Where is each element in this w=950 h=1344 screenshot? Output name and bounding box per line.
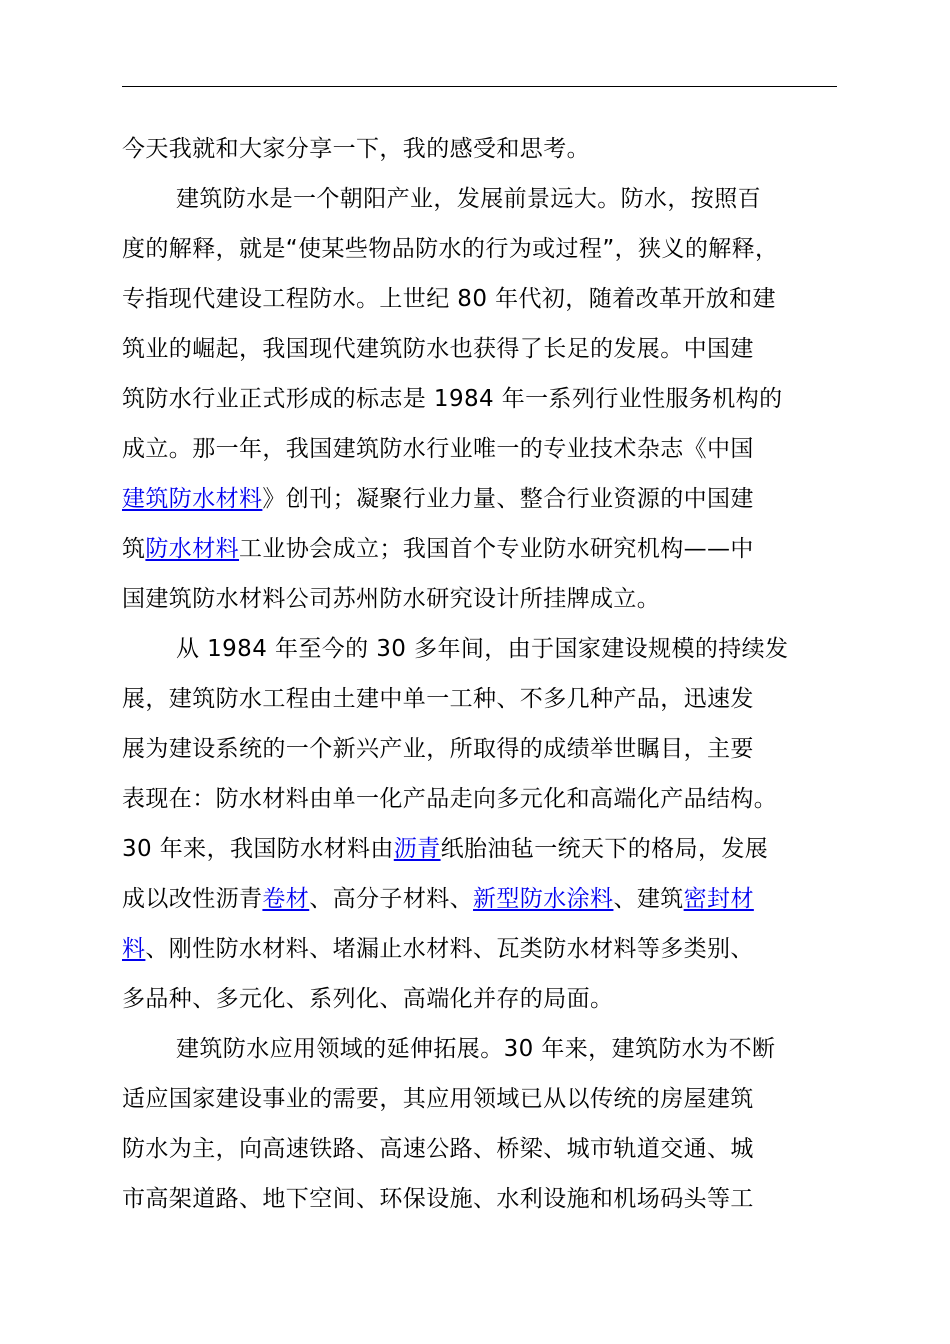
link-mifeng-cailiao-cont[interactable]: 料 [122, 936, 146, 962]
text-fragment: 工业协会成立；我国首个专业防水研究机构——中 [239, 536, 754, 562]
document-body [122, 124, 842, 1224]
text-line [122, 824, 842, 874]
text-line: 筑业的崛起，我国现代建筑防水也获得了长足的发展。中国建 [122, 336, 754, 362]
text-line [122, 924, 842, 974]
text-fragment: 纸胎油毡一统天下的格局，发展 [440, 836, 769, 862]
text-line: 今天我就和大家分享一下，我的感受和思考。 [122, 136, 590, 162]
text-fragment: 、建筑 [613, 886, 684, 912]
text-line [122, 474, 842, 524]
link-juancai[interactable]: 卷材 [262, 886, 310, 912]
text-line: 建筑防水是一个朝阳产业，发展前景远大。防水，按照百 [176, 186, 761, 212]
link-liqing[interactable]: 沥青 [393, 836, 441, 862]
text-line: 度的解释，就是“使某些物品防水的行为或过程”，狭义的解释， [122, 236, 779, 262]
text-fragment: 、高分子材料、 [309, 886, 474, 912]
text-line: 市高架道路、地下空间、环保设施、水利设施和机场码头等工 [122, 1186, 754, 1212]
text-fragment: 成以改性沥青 [122, 886, 263, 912]
text-fragment: 30 年来，我国防水材料由 [122, 836, 394, 862]
link-mifeng-cailiao[interactable]: 密封材 [683, 886, 754, 912]
text-line: 展，建筑防水工程由土建中单一工种、不多几种产品，迅速发 [122, 686, 754, 712]
text-fragment: 、刚性防水材料、堵漏止水材料、瓦类防水材料等多类别、 [145, 936, 754, 962]
link-xinxing-fangshui-tuliao[interactable]: 新型防水涂料 [473, 886, 614, 912]
text-line: 适应国家建设事业的需要，其应用领域已从以传统的房屋建筑 [122, 1086, 754, 1112]
text-line: 成立。那一年，我国建筑防水行业唯一的专业技术杂志《中国 [122, 436, 754, 462]
text-line: 国建筑防水材料公司苏州防水研究设计所挂牌成立。 [122, 586, 661, 612]
text-line: 专指现代建设工程防水。上世纪 80 年代初，随着改革开放和建 [122, 286, 776, 312]
text-line: 从 1984 年至今的 30 多年间，由于国家建设规模的持续发 [176, 636, 789, 662]
text-line [122, 874, 842, 924]
text-line: 防水为主，向高速铁路、高速公路、桥梁、城市轨道交通、城 [122, 1136, 754, 1162]
text-fragment: 筑 [122, 536, 146, 562]
text-line: 展为建设系统的一个新兴产业，所取得的成绩举世瞩目，主要 [122, 736, 754, 762]
link-jianzhu-fangshui-cailiao[interactable]: 建筑防水材料 [122, 486, 263, 512]
text-fragment: 》创刊；凝聚行业力量、整合行业资源的中国建 [262, 486, 754, 512]
header-rule [122, 86, 837, 87]
text-line [122, 524, 842, 574]
link-fangshui-cailiao[interactable]: 防水材料 [145, 536, 240, 562]
text-line: 筑防水行业正式形成的标志是 1984 年一系列行业性服务机构的 [122, 386, 783, 412]
text-line: 表现在：防水材料由单一化产品走向多元化和高端化产品结构。 [122, 786, 778, 812]
text-line: 建筑防水应用领域的延伸拓展。30 年来，建筑防水为不断 [176, 1036, 776, 1062]
text-line: 多品种、多元化、系列化、高端化并存的局面。 [122, 986, 614, 1012]
